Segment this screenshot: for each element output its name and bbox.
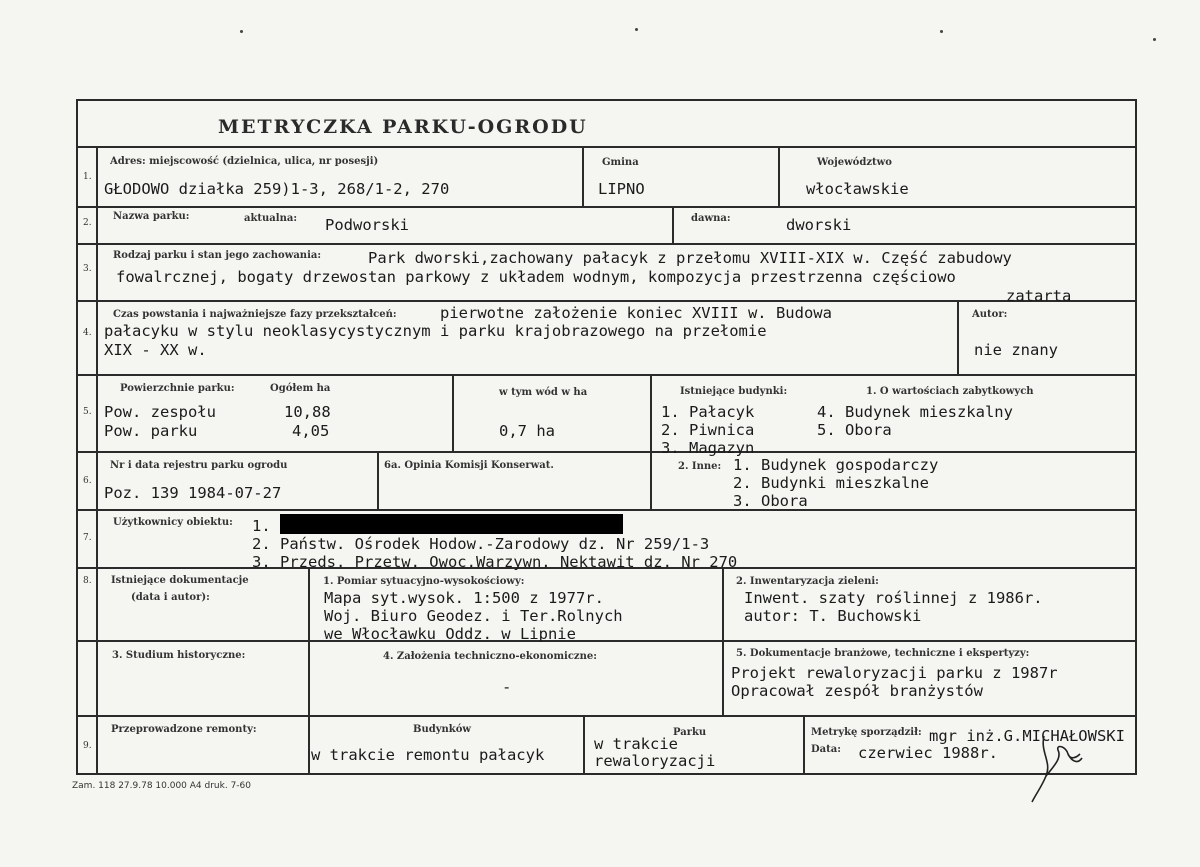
- building-item: 2. Piwnica: [661, 421, 755, 439]
- park-type-line: zatarta: [1006, 287, 1072, 305]
- row-number: 1.: [83, 172, 92, 182]
- current-name-value: Podworski: [325, 216, 409, 234]
- address-label: Adres: miejscowość (dzielnica, ulica, nr posesji): [110, 156, 379, 167]
- users-label: Użytkownicy obiektu:: [113, 517, 233, 528]
- branch-docs-line: Opracował zespół branżystów: [731, 682, 983, 700]
- col-divider: [583, 715, 585, 775]
- park-renovation-label: Parku: [673, 727, 707, 738]
- number-column-divider: [96, 146, 98, 775]
- paper-speck: [240, 30, 243, 33]
- row-divider: [76, 300, 1137, 302]
- row-divider: [76, 206, 1137, 208]
- paper-speck: [635, 28, 638, 31]
- col-divider: [650, 374, 652, 509]
- date-value: czerwiec 1988r.: [858, 744, 998, 762]
- documentation-label: Istniejące dokumentacje: [111, 575, 249, 586]
- branch-docs-label: 5. Dokumentacje branżowe, techniczne i ekspertyzy:: [736, 648, 1030, 659]
- survey-line: Mapa syt.wysok. 1:500 z 1977r.: [324, 589, 604, 607]
- park-type-label: Rodzaj parku i stan jego zachowania:: [113, 250, 322, 261]
- paper-speck: [1153, 38, 1156, 41]
- row-number: 8.: [83, 576, 92, 586]
- other-buildings-label: 2. Inne:: [678, 461, 722, 472]
- park-area-value: 4,05: [292, 422, 330, 440]
- former-name-value: dworski: [786, 216, 852, 234]
- user-item: 3. Przeds. Przetw. Owoc.Warzywn. Nektawit dz. Nr 270: [252, 553, 738, 571]
- survey-line: Woj. Biuro Geodez. i Ter.Rolnych: [324, 607, 623, 625]
- author-value: nie znany: [974, 341, 1058, 359]
- building-item: 1. Pałacyk: [661, 403, 755, 421]
- area-label: Powierzchnie parku:: [120, 383, 235, 394]
- other-building-item: 3. Obora: [733, 492, 808, 510]
- user-item: 1.: [252, 517, 271, 535]
- date-label: Data:: [811, 744, 841, 755]
- total-ha-label: Ogółem ha: [270, 383, 331, 394]
- complex-area-label: Pow. zespołu: [104, 403, 216, 421]
- park-name-label: Nazwa parku:: [113, 211, 190, 222]
- history-line: pałacyku w stylu neoklasycystycznym i parku krajobrazowego na przełomie: [104, 322, 767, 340]
- building-item: 5. Obora: [817, 421, 892, 439]
- history-line: XIX - XX w.: [104, 341, 207, 359]
- register-label: Nr i data rejestru parku ogrodu: [110, 460, 288, 471]
- buildings-renovation-value: w trakcie remontu pałacyk: [311, 746, 545, 764]
- row-divider: [76, 374, 1137, 376]
- form-title: METRYCZKA PARKU-OGRODU: [218, 116, 588, 138]
- col-divider: [672, 206, 674, 243]
- wojewodztwo-value: włocławskie: [806, 180, 909, 198]
- col-divider: [957, 300, 959, 374]
- former-name-label: dawna:: [691, 213, 731, 224]
- print-footer: Zam. 118 27.9.78 10.000 A4 druk. 7-60: [72, 781, 251, 791]
- park-type-line: Park dworski,zachowany pałacyk z przełomu XVIII-XIX w. Część zabudowy: [368, 249, 1012, 267]
- gmina-value: LIPNO: [598, 180, 645, 198]
- park-renovation-line: rewaloryzacji: [594, 752, 716, 770]
- row-divider: [76, 509, 1137, 511]
- row-number: 2.: [83, 218, 92, 228]
- compiled-by-label: Metrykę sporządził:: [811, 727, 922, 738]
- gmina-label: Gmina: [602, 157, 639, 168]
- row-number: 5.: [83, 407, 92, 417]
- current-name-label: aktualna:: [244, 213, 298, 224]
- history-line: pierwotne założenie koniec XVIII w. Budowa: [440, 304, 832, 322]
- row-number: 3.: [83, 264, 92, 274]
- row-number: 4.: [83, 328, 92, 338]
- commission-opinion-label: 6a. Opinia Komisji Konserwat.: [384, 460, 554, 471]
- other-building-item: 1. Budynek gospodarczy: [733, 456, 939, 474]
- history-label: Czas powstania i najważniejsze fazy przekształceń:: [113, 309, 397, 320]
- greenery-inventory-label: 2. Inwentaryzacja zieleni:: [736, 576, 879, 587]
- branch-docs-line: Projekt rewaloryzacji parku z 1987r: [731, 664, 1058, 682]
- col-divider: [778, 146, 780, 206]
- col-divider: [803, 715, 805, 775]
- water-area-value: 0,7 ha: [499, 422, 555, 440]
- col-divider: [722, 567, 724, 715]
- user-item: 2. Państw. Ośrodek Hodow.-Zarodowy dz. Nr 259/1-3: [252, 535, 710, 553]
- greenery-inventory-line: Inwent. szaty roślinnej z 1986r.: [744, 589, 1043, 607]
- row-divider: [76, 243, 1137, 245]
- redaction-bar: [280, 514, 623, 534]
- register-value: Poz. 139 1984-07-27: [104, 484, 282, 502]
- documentation-sub-label: (data i autor):: [131, 592, 210, 603]
- other-building-item: 2. Budynki mieszkalne: [733, 474, 929, 492]
- complex-area-value: 10,88: [284, 403, 331, 421]
- survey-line: we Włocławku Oddz. w Lipnie: [324, 625, 576, 643]
- row-number: 9.: [83, 741, 92, 751]
- park-renovation-line: w trakcie: [594, 735, 678, 753]
- tech-econ-label: 4. Założenia techniczno-ekonomiczne:: [383, 651, 597, 662]
- col-divider: [377, 451, 379, 509]
- park-type-line: fowalrcznej, bogaty drzewostan parkowy z układem wodnym, kompozycja przestrzenna częściowo: [116, 268, 956, 286]
- row-divider: [76, 640, 1137, 642]
- paper-speck: [940, 30, 943, 33]
- row-divider: [76, 451, 1137, 453]
- survey-label: 1. Pomiar sytuacyjno-wysokościowy:: [323, 576, 525, 587]
- row-number: 6.: [83, 476, 92, 486]
- buildings-renovation-label: Budynków: [413, 724, 472, 735]
- row-divider: [76, 715, 1137, 717]
- historic-value-label: 1. O wartościach zabytkowych: [866, 386, 1034, 397]
- col-divider: [308, 567, 310, 775]
- author-label: Autor:: [972, 309, 1008, 320]
- row-divider: [76, 146, 1137, 148]
- park-area-label: Pow. parku: [104, 422, 198, 440]
- row-number: 7.: [83, 533, 92, 543]
- historical-study-label: 3. Studium historyczne:: [112, 650, 246, 661]
- building-item: 3. Magazyn: [661, 439, 755, 457]
- col-divider: [582, 146, 584, 206]
- building-item: 4. Budynek mieszkalny: [817, 403, 1013, 421]
- wojewodztwo-label: Województwo: [817, 157, 892, 168]
- greenery-inventory-line: autor: T. Buchowski: [744, 607, 922, 625]
- address-value: GŁODOWO działka 259)1-3, 268/1-2, 270: [104, 180, 450, 198]
- renovations-label: Przeprowadzone remonty:: [111, 724, 257, 735]
- compiled-by-value: mgr inż.G.MICHAŁOWSKI: [929, 727, 1125, 745]
- buildings-label: Istniejące budynki:: [680, 386, 788, 397]
- signature: [1022, 728, 1090, 806]
- col-divider: [452, 374, 454, 451]
- tech-econ-value: -: [502, 678, 512, 696]
- water-area-label: w tym wód w ha: [499, 387, 588, 398]
